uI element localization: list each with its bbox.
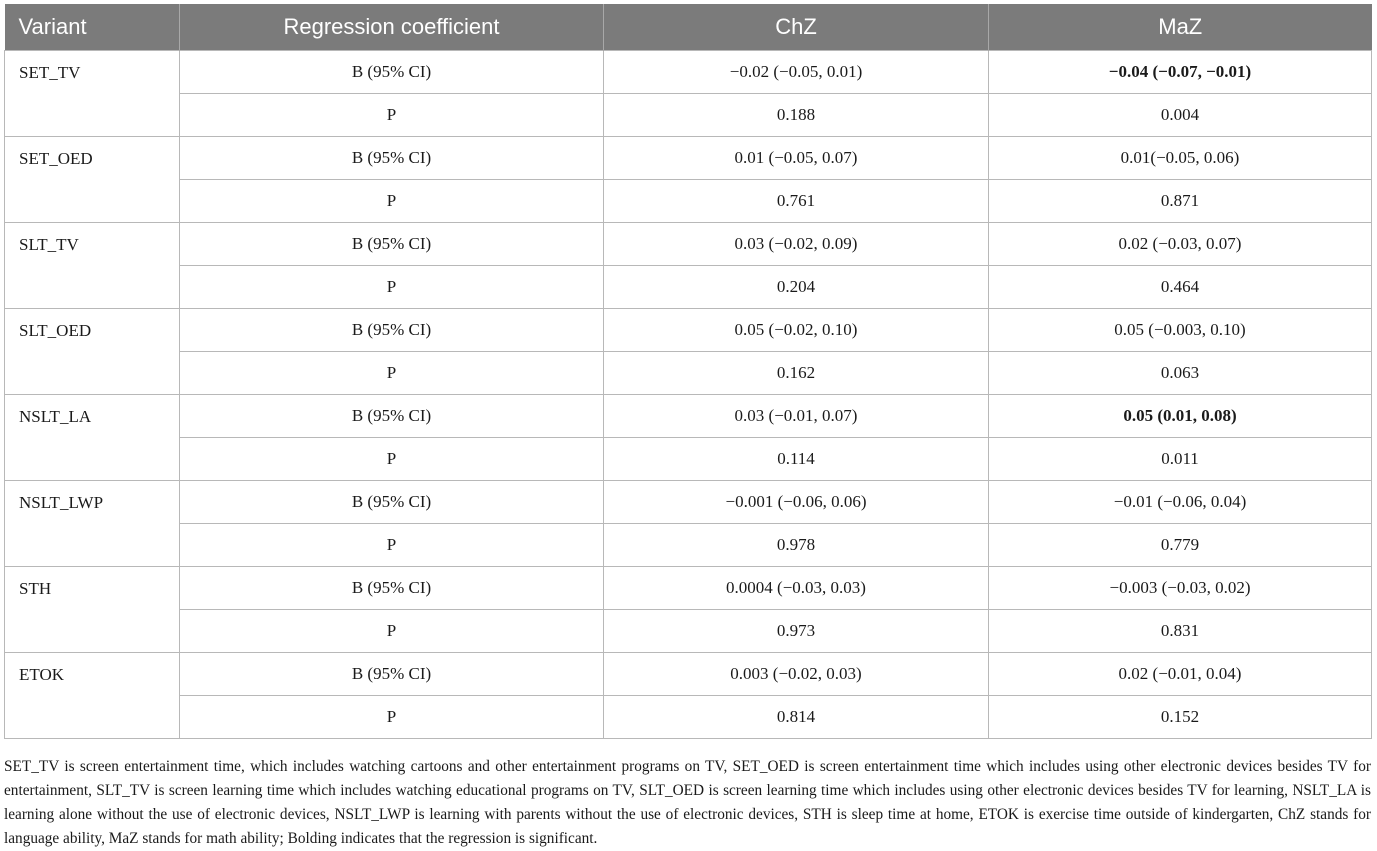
header-chz: ChZ — [604, 4, 989, 51]
table-row — [5, 653, 1372, 696]
chz-value-cell: 0.0004 (−0.03, 0.03) — [604, 567, 989, 610]
maz-value-cell: 0.02 (−0.03, 0.07) — [989, 223, 1372, 266]
maz-p-cell: 0.004 — [989, 94, 1372, 137]
p-label-cell: P — [180, 524, 604, 567]
table-row — [5, 567, 1372, 610]
p-label-cell: P — [180, 438, 604, 481]
chz-p-cell: 0.162 — [604, 352, 989, 395]
chz-p-cell: 0.188 — [604, 94, 989, 137]
chz-value-cell: 0.01 (−0.05, 0.07) — [604, 137, 989, 180]
header-variant: Variant — [5, 4, 180, 51]
maz-p-cell: 0.831 — [989, 610, 1372, 653]
table-row — [5, 524, 1372, 567]
regression-table-container — [4, 4, 1371, 739]
chz-p-cell: 0.814 — [604, 696, 989, 739]
coef-label-cell: B (95% CI) — [180, 653, 604, 696]
maz-value-cell: 0.01(−0.05, 0.06) — [989, 137, 1372, 180]
chz-p-cell: 0.761 — [604, 180, 989, 223]
chz-value-cell: 0.03 (−0.01, 0.07) — [604, 395, 989, 438]
table-row — [5, 180, 1372, 223]
variant-cell: SLT_OED — [5, 309, 180, 395]
chz-p-cell: 0.973 — [604, 610, 989, 653]
maz-p-cell: 0.152 — [989, 696, 1372, 739]
table-row — [5, 352, 1372, 395]
table-row — [5, 137, 1372, 180]
p-label-cell: P — [180, 696, 604, 739]
chz-value-cell: 0.003 (−0.02, 0.03) — [604, 653, 989, 696]
table-row — [5, 223, 1372, 266]
p-label-cell: P — [180, 94, 604, 137]
coef-label-cell: B (95% CI) — [180, 567, 604, 610]
chz-value-cell: −0.001 (−0.06, 0.06) — [604, 481, 989, 524]
p-label-cell: P — [180, 266, 604, 309]
variant-cell: NSLT_LWP — [5, 481, 180, 567]
chz-p-cell: 0.114 — [604, 438, 989, 481]
variant-cell: NSLT_LA — [5, 395, 180, 481]
maz-value-cell: −0.01 (−0.06, 0.04) — [989, 481, 1372, 524]
variant-cell: SLT_TV — [5, 223, 180, 309]
maz-value-cell: 0.02 (−0.01, 0.04) — [989, 653, 1372, 696]
maz-value-cell: 0.05 (−0.003, 0.10) — [989, 309, 1372, 352]
chz-value-cell: 0.05 (−0.02, 0.10) — [604, 309, 989, 352]
table-header-row — [5, 4, 1372, 51]
coef-label-cell: B (95% CI) — [180, 395, 604, 438]
coef-label-cell: B (95% CI) — [180, 481, 604, 524]
chz-p-cell: 0.978 — [604, 524, 989, 567]
coef-label-cell: B (95% CI) — [180, 137, 604, 180]
variant-cell: SET_TV — [5, 51, 180, 137]
chz-p-cell: 0.204 — [604, 266, 989, 309]
table-row — [5, 94, 1372, 137]
p-label-cell: P — [180, 352, 604, 395]
chz-value-cell: 0.03 (−0.02, 0.09) — [604, 223, 989, 266]
table-footnote: SET_TV is screen entertainment time, which includes watching cartoons and other entertainment programs on TV, SET_OED is screen entertainment time which includes using other electronic devices besides TV for entertainment, SLT_TV is screen learning time which includes watching educational programs on TV, SLT_OED is screen learning time which includes using other electronic devices besides TV for learning, NSLT_LA is learning alone without the use of electronic devices, NSLT_LWP is learning with parents without the use of electronic devices, STH is sleep time at home, ETOK is exercise time outside of kindergarten, ChZ stands for language ability, MaZ stands for math ability; Bolding indicates that the regression is significant. — [4, 758, 1371, 848]
variant-cell: STH — [5, 567, 180, 653]
table-row — [5, 266, 1372, 309]
maz-p-cell: 0.011 — [989, 438, 1372, 481]
maz-p-cell: 0.779 — [989, 524, 1372, 567]
header-regression-coefficient: Regression coefficient — [180, 4, 604, 51]
regression-table — [4, 4, 1372, 739]
p-label-cell: P — [180, 610, 604, 653]
table-row — [5, 438, 1372, 481]
coef-label-cell: B (95% CI) — [180, 51, 604, 94]
table-row — [5, 51, 1372, 94]
maz-value-cell: −0.003 (−0.03, 0.02) — [989, 567, 1372, 610]
table-row — [5, 696, 1372, 739]
variant-cell: SET_OED — [5, 137, 180, 223]
maz-value-cell-significant: 0.05 (0.01, 0.08) — [989, 395, 1372, 438]
maz-p-cell: 0.464 — [989, 266, 1372, 309]
table-row — [5, 610, 1372, 653]
maz-p-cell: 0.063 — [989, 352, 1372, 395]
coef-label-cell: B (95% CI) — [180, 223, 604, 266]
chz-value-cell: −0.02 (−0.05, 0.01) — [604, 51, 989, 94]
table-row — [5, 309, 1372, 352]
table-row — [5, 395, 1372, 438]
p-label-cell: P — [180, 180, 604, 223]
variant-cell: ETOK — [5, 653, 180, 739]
coef-label-cell: B (95% CI) — [180, 309, 604, 352]
maz-p-cell: 0.871 — [989, 180, 1372, 223]
header-maz: MaZ — [989, 4, 1372, 51]
maz-value-cell-significant: −0.04 (−0.07, −0.01) — [989, 51, 1372, 94]
table-row — [5, 481, 1372, 524]
